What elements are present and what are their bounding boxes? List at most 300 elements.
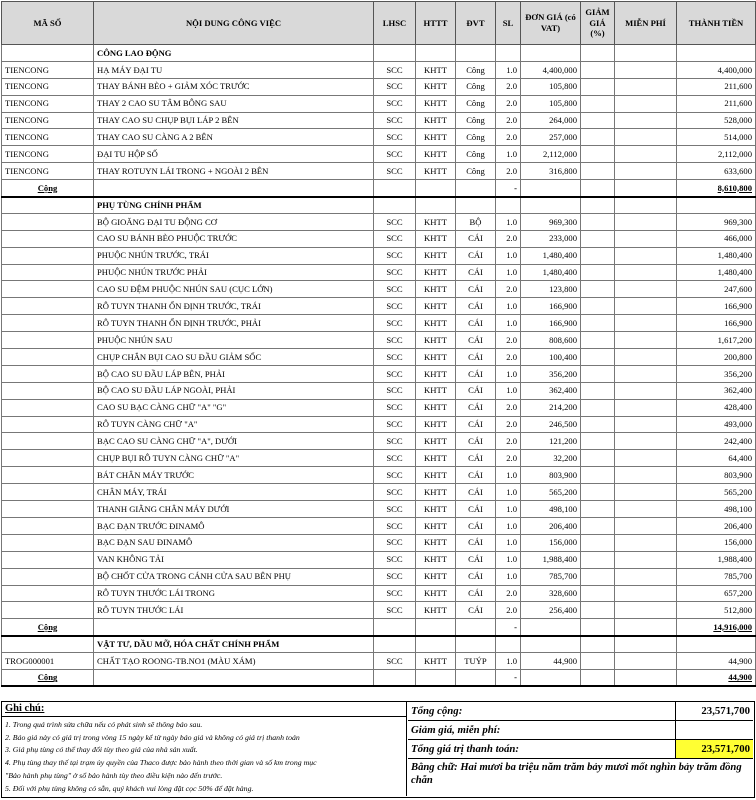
cell-httt: KHTT xyxy=(416,602,456,619)
section-empty-cell xyxy=(615,636,677,653)
cell-unit-price: 498,100 xyxy=(521,501,581,518)
cell-unit: BỘ xyxy=(456,213,496,230)
cell-httt: KHTT xyxy=(416,551,456,568)
cell-discount xyxy=(581,517,615,534)
cell-quantity: 1.0 xyxy=(496,315,521,332)
cell-unit-price: 233,000 xyxy=(521,230,581,247)
section-empty-cell xyxy=(374,197,416,214)
cell-discount xyxy=(581,264,615,281)
cell-unit-price: 166,900 xyxy=(521,315,581,332)
cell-description: RÔ TUYN THANH ỔN ĐỊNH TRƯỚC, PHẢI xyxy=(94,315,374,332)
cell-lhsc: SCC xyxy=(374,568,416,585)
cell-discount xyxy=(581,61,615,78)
cell-unit: CÁI xyxy=(456,585,496,602)
cell-amount: 785,700 xyxy=(677,568,756,585)
quotation-table xyxy=(1,1,756,687)
cell-free xyxy=(615,61,677,78)
cell-lhsc: SCC xyxy=(374,298,416,315)
cell-free xyxy=(615,264,677,281)
table-row xyxy=(2,95,756,112)
cell-code xyxy=(2,298,94,315)
table-row xyxy=(2,534,756,551)
cell-code xyxy=(2,433,94,450)
cell-httt: KHTT xyxy=(416,163,456,180)
cell-httt: KHTT xyxy=(416,281,456,298)
notes-box xyxy=(2,702,407,796)
cell-free xyxy=(615,602,677,619)
cell-amount: 514,000 xyxy=(677,129,756,146)
cell-code: TIENCONG xyxy=(2,163,94,180)
cell-lhsc: SCC xyxy=(374,551,416,568)
table-row xyxy=(2,568,756,585)
cell-quantity: 2.0 xyxy=(496,585,521,602)
cell-httt: KHTT xyxy=(416,112,456,129)
cell-unit: CÁI xyxy=(456,332,496,349)
section-empty-cell xyxy=(581,197,615,214)
subtotal-empty-cell xyxy=(416,180,456,197)
note-item: 1. Trong quá trình sửa chữa nếu có phát sinh sẽ thông báo sau. xyxy=(5,720,203,729)
cell-unit-price: 257,000 xyxy=(521,129,581,146)
cell-description: THAY CAO SU CÀNG A 2 BÊN xyxy=(94,129,374,146)
cell-free xyxy=(615,365,677,382)
section-code-cell xyxy=(2,636,94,653)
cell-free xyxy=(615,230,677,247)
cell-unit: CÁI xyxy=(456,399,496,416)
cell-quantity: 1.0 xyxy=(496,653,521,670)
section-empty-cell xyxy=(521,636,581,653)
cell-amount: 428,400 xyxy=(677,399,756,416)
cell-description: BỘ CAO SU ĐẦU LÁP NGOÀI, PHẢI xyxy=(94,382,374,399)
section-title: PHỤ TÙNG CHÍNH PHẨM xyxy=(94,197,374,214)
section-code-cell xyxy=(2,45,94,62)
cell-discount xyxy=(581,78,615,95)
table-row xyxy=(2,450,756,467)
cell-lhsc: SCC xyxy=(374,484,416,501)
cell-unit: CÁI xyxy=(456,247,496,264)
cell-description: THANH GIẰNG CHÂN MÁY DƯỚI xyxy=(94,501,374,518)
cell-code: TIENCONG xyxy=(2,95,94,112)
cell-description: BẠC CAO SU CÀNG CHỮ "A", DƯỚI xyxy=(94,433,374,450)
cell-httt: KHTT xyxy=(416,298,456,315)
table-row xyxy=(2,78,756,95)
cell-unit: CÁI xyxy=(456,467,496,484)
cell-quantity: 2.0 xyxy=(496,78,521,95)
table-row xyxy=(2,61,756,78)
cell-description: THAY CAO SU CHỤP BỤI LÁP 2 BÊN xyxy=(94,112,374,129)
table-row xyxy=(2,653,756,670)
cell-unit-price: 256,400 xyxy=(521,602,581,619)
cell-httt: KHTT xyxy=(416,146,456,163)
payable-row xyxy=(408,740,753,759)
total-value: 23,571,700 xyxy=(675,702,753,720)
cell-quantity: 2.0 xyxy=(496,450,521,467)
cell-description: CAO SU BÁNH BÈO PHUỘC TRƯỚC xyxy=(94,230,374,247)
cell-amount: 4,400,000 xyxy=(677,61,756,78)
cell-httt: KHTT xyxy=(416,332,456,349)
cell-httt: KHTT xyxy=(416,450,456,467)
cell-lhsc: SCC xyxy=(374,382,416,399)
cell-description: BÁT CHÂN MÁY TRƯỚC xyxy=(94,467,374,484)
cell-discount xyxy=(581,450,615,467)
subtotal-amount: 44,900 xyxy=(677,669,756,686)
cell-discount xyxy=(581,399,615,416)
section-empty-cell xyxy=(677,45,756,62)
cell-free xyxy=(615,146,677,163)
cell-unit-price: 4,400,000 xyxy=(521,61,581,78)
cell-quantity: 2.0 xyxy=(496,112,521,129)
cell-description: BỘ CHỐT CỬA TRONG CÁNH CỬA SAU BÊN PHỤ xyxy=(94,568,374,585)
cell-amount: 1,480,400 xyxy=(677,247,756,264)
cell-free xyxy=(615,450,677,467)
cell-free xyxy=(615,332,677,349)
cell-httt: KHTT xyxy=(416,416,456,433)
cell-quantity: 1.0 xyxy=(496,467,521,484)
subtotal-empty-cell xyxy=(456,669,496,686)
cell-quantity: 1.0 xyxy=(496,298,521,315)
cell-code: TIENCONG xyxy=(2,61,94,78)
cell-httt: KHTT xyxy=(416,264,456,281)
cell-code xyxy=(2,365,94,382)
cell-amount: 206,400 xyxy=(677,517,756,534)
table-row xyxy=(2,416,756,433)
cell-unit-price: 1,480,400 xyxy=(521,264,581,281)
cell-discount xyxy=(581,230,615,247)
cell-free xyxy=(615,399,677,416)
subtotal-empty-cell xyxy=(581,669,615,686)
cell-unit: CÁI xyxy=(456,230,496,247)
subtotal-label: Cộng xyxy=(2,669,94,686)
cell-code xyxy=(2,517,94,534)
cell-unit-price: 246,500 xyxy=(521,416,581,433)
cell-code xyxy=(2,264,94,281)
cell-unit: CÁI xyxy=(456,349,496,366)
subtotal-label: Cộng xyxy=(2,619,94,636)
note-item: 2. Báo giá này có giá trị trong vòng 15 ngày kể từ ngày báo giá và không có giá trị thanh toán xyxy=(5,732,300,742)
cell-lhsc: SCC xyxy=(374,247,416,264)
cell-amount: 200,800 xyxy=(677,349,756,366)
table-row xyxy=(2,247,756,264)
cell-lhsc: SCC xyxy=(374,399,416,416)
table-row xyxy=(2,315,756,332)
cell-code xyxy=(2,230,94,247)
section-empty-cell xyxy=(581,636,615,653)
cell-discount xyxy=(581,501,615,518)
cell-unit: CÁI xyxy=(456,315,496,332)
cell-unit-price: 1,988,400 xyxy=(521,551,581,568)
cell-unit: CÁI xyxy=(456,382,496,399)
cell-unit-price: 105,800 xyxy=(521,78,581,95)
cell-unit-price: 264,000 xyxy=(521,112,581,129)
cell-description: PHUỘC NHÚN TRƯỚC PHẢI xyxy=(94,264,374,281)
cell-unit-price: 121,200 xyxy=(521,433,581,450)
cell-free xyxy=(615,298,677,315)
cell-code xyxy=(2,467,94,484)
cell-discount xyxy=(581,534,615,551)
cell-free xyxy=(615,382,677,399)
cell-discount xyxy=(581,585,615,602)
cell-quantity: 1.0 xyxy=(496,484,521,501)
cell-description: RÔ TUYN THANH ỔN ĐỊNH TRƯỚC, TRÁI xyxy=(94,298,374,315)
cell-unit-price: 316,800 xyxy=(521,163,581,180)
subtotal-empty-cell xyxy=(615,180,677,197)
table-row xyxy=(2,365,756,382)
note-item: "Bảo hành phụ tùng" ở sổ bảo hành tùy theo điều kiện nào đến trước. xyxy=(5,770,223,780)
cell-discount xyxy=(581,112,615,129)
cell-amount: 166,900 xyxy=(677,298,756,315)
cell-description: RÔ TUYN THƯỚC LÁI xyxy=(94,602,374,619)
cell-amount: 356,200 xyxy=(677,365,756,382)
subtotal-empty-cell xyxy=(416,669,456,686)
cell-lhsc: SCC xyxy=(374,450,416,467)
col-header-quantity: SL xyxy=(496,2,521,45)
cell-amount: 1,617,200 xyxy=(677,332,756,349)
cell-amount: 44,900 xyxy=(677,653,756,670)
cell-lhsc: SCC xyxy=(374,332,416,349)
cell-discount xyxy=(581,433,615,450)
cell-discount xyxy=(581,163,615,180)
subtotal-empty-cell xyxy=(416,619,456,636)
cell-quantity: 1.0 xyxy=(496,568,521,585)
cell-discount xyxy=(581,332,615,349)
cell-description: THAY 2 CAO SU TÂM BÔNG SAU xyxy=(94,95,374,112)
cell-description: HẠ MÁY ĐẠI TU xyxy=(94,61,374,78)
cell-unit: Công xyxy=(456,61,496,78)
cell-amount: 64,400 xyxy=(677,450,756,467)
cell-free xyxy=(615,517,677,534)
cell-amount: 528,000 xyxy=(677,112,756,129)
cell-unit: Công xyxy=(456,146,496,163)
cell-lhsc: SCC xyxy=(374,213,416,230)
cell-free xyxy=(615,416,677,433)
cell-description: BẠC ĐẠN TRƯỚC ĐINAMÔ xyxy=(94,517,374,534)
cell-unit: CÁI xyxy=(456,551,496,568)
cell-quantity: 2.0 xyxy=(496,399,521,416)
cell-unit-price: 100,400 xyxy=(521,349,581,366)
cell-quantity: 1.0 xyxy=(496,551,521,568)
cell-httt: KHTT xyxy=(416,78,456,95)
subtotal-empty-cell xyxy=(94,619,374,636)
subtotal-dash: - xyxy=(496,669,521,686)
cell-quantity: 1.0 xyxy=(496,146,521,163)
col-header-discount: GIẢM GIÁ (%) xyxy=(581,2,615,45)
cell-httt: KHTT xyxy=(416,534,456,551)
cell-httt: KHTT xyxy=(416,585,456,602)
subtotal-row xyxy=(2,669,756,686)
cell-lhsc: SCC xyxy=(374,95,416,112)
table-row xyxy=(2,433,756,450)
note-item: 3. Giá phụ tùng có thể thay đổi tùy theo giá của nhà sản xuất. xyxy=(5,745,198,755)
cell-quantity: 1.0 xyxy=(496,382,521,399)
cell-lhsc: SCC xyxy=(374,501,416,518)
cell-quantity: 2.0 xyxy=(496,332,521,349)
section-empty-cell xyxy=(677,197,756,214)
cell-quantity: 1.0 xyxy=(496,534,521,551)
cell-httt: KHTT xyxy=(416,484,456,501)
cell-amount: 242,400 xyxy=(677,433,756,450)
cell-discount xyxy=(581,416,615,433)
cell-free xyxy=(615,112,677,129)
cell-amount: 803,900 xyxy=(677,467,756,484)
cell-code xyxy=(2,534,94,551)
cell-discount xyxy=(581,129,615,146)
cell-unit-price: 214,200 xyxy=(521,399,581,416)
cell-unit-price: 32,200 xyxy=(521,450,581,467)
table-row xyxy=(2,501,756,518)
cell-unit-price: 206,400 xyxy=(521,517,581,534)
cell-discount xyxy=(581,467,615,484)
cell-code xyxy=(2,568,94,585)
table-body xyxy=(2,45,756,687)
cell-free xyxy=(615,78,677,95)
cell-amount: 247,600 xyxy=(677,281,756,298)
table-row xyxy=(2,230,756,247)
totals-box xyxy=(408,702,753,796)
section-header-row xyxy=(2,636,756,653)
cell-lhsc: SCC xyxy=(374,281,416,298)
cell-lhsc: SCC xyxy=(374,129,416,146)
table-row xyxy=(2,298,756,315)
cell-discount xyxy=(581,247,615,264)
cell-code: TIENCONG xyxy=(2,129,94,146)
cell-unit: Công xyxy=(456,112,496,129)
total-row xyxy=(408,702,753,721)
cell-code: TIENCONG xyxy=(2,146,94,163)
col-header-httt: HTTT xyxy=(416,2,456,45)
cell-free xyxy=(615,247,677,264)
cell-free xyxy=(615,281,677,298)
cell-httt: KHTT xyxy=(416,315,456,332)
cell-description: VAN KHÔNG TẢI xyxy=(94,551,374,568)
discount-row xyxy=(408,721,753,740)
cell-unit: TUÝP xyxy=(456,653,496,670)
total-label: Tổng cộng: xyxy=(411,705,463,717)
cell-unit: CÁI xyxy=(456,298,496,315)
cell-discount xyxy=(581,281,615,298)
cell-free xyxy=(615,349,677,366)
subtotal-empty-cell xyxy=(615,619,677,636)
table-row xyxy=(2,332,756,349)
cell-unit: CÁI xyxy=(456,365,496,382)
subtotal-dash: - xyxy=(496,619,521,636)
cell-httt: KHTT xyxy=(416,95,456,112)
cell-httt: KHTT xyxy=(416,129,456,146)
cell-code xyxy=(2,382,94,399)
cell-code: TIENCONG xyxy=(2,112,94,129)
cell-unit-price: 356,200 xyxy=(521,365,581,382)
cell-discount xyxy=(581,551,615,568)
cell-code: TIENCONG xyxy=(2,78,94,95)
cell-free xyxy=(615,653,677,670)
note-item: 4. Phụ tùng thay thế tại trạm ủy quyền của Thaco được bảo hành theo thời gian và số km trong mục xyxy=(5,758,317,768)
cell-quantity: 1.0 xyxy=(496,61,521,78)
table-row xyxy=(2,163,756,180)
cell-unit-price: 2,112,000 xyxy=(521,146,581,163)
cell-unit: Công xyxy=(456,95,496,112)
subtotal-empty-cell xyxy=(521,180,581,197)
cell-free xyxy=(615,129,677,146)
section-title: CÔNG LAO ĐỘNG xyxy=(94,45,374,62)
subtotal-empty-cell xyxy=(94,669,374,686)
cell-lhsc: SCC xyxy=(374,416,416,433)
cell-quantity: 2.0 xyxy=(496,349,521,366)
cell-code xyxy=(2,484,94,501)
cell-code xyxy=(2,450,94,467)
cell-lhsc: SCC xyxy=(374,264,416,281)
subtotal-empty-cell xyxy=(374,180,416,197)
subtotal-empty-cell xyxy=(615,669,677,686)
cell-unit: CÁI xyxy=(456,568,496,585)
cell-httt: KHTT xyxy=(416,365,456,382)
cell-discount xyxy=(581,349,615,366)
amount-in-words: Bằng chữ: Hai mươi ba triệu năm trăm bảy mươi mốt nghìn bảy trăm đồng chẵn xyxy=(411,762,742,786)
section-empty-cell xyxy=(521,45,581,62)
cell-lhsc: SCC xyxy=(374,517,416,534)
cell-lhsc: SCC xyxy=(374,349,416,366)
table-row xyxy=(2,281,756,298)
cell-free xyxy=(615,484,677,501)
section-title: VẬT TƯ, DẦU MỠ, HÓA CHẤT CHÍNH PHẨM xyxy=(94,636,374,653)
table-row xyxy=(2,585,756,602)
cell-free xyxy=(615,467,677,484)
cell-description: RÔ TUYN CÀNG CHỮ "A" xyxy=(94,416,374,433)
cell-unit: CÁI xyxy=(456,416,496,433)
cell-httt: KHTT xyxy=(416,213,456,230)
cell-lhsc: SCC xyxy=(374,315,416,332)
section-empty-cell xyxy=(615,197,677,214)
table-header-row xyxy=(2,2,756,45)
cell-unit: CÁI xyxy=(456,264,496,281)
table-row xyxy=(2,551,756,568)
cell-discount xyxy=(581,568,615,585)
cell-free xyxy=(615,163,677,180)
subtotal-label: Cộng xyxy=(2,180,94,197)
cell-description: THAY ROTUYN LÁI TRONG + NGOÀI 2 BÊN xyxy=(94,163,374,180)
cell-quantity: 1.0 xyxy=(496,247,521,264)
cell-description: PHUỘC NHÚN TRƯỚC, TRÁI xyxy=(94,247,374,264)
cell-free xyxy=(615,501,677,518)
subtotal-empty-cell xyxy=(581,619,615,636)
cell-httt: KHTT xyxy=(416,61,456,78)
col-header-unit: ĐVT xyxy=(456,2,496,45)
cell-unit-price: 1,480,400 xyxy=(521,247,581,264)
section-empty-cell xyxy=(581,45,615,62)
cell-amount: 565,200 xyxy=(677,484,756,501)
col-header-free: MIỄN PHÍ xyxy=(615,2,677,45)
cell-quantity: 2.0 xyxy=(496,230,521,247)
section-empty-cell xyxy=(416,45,456,62)
cell-description: CAO SU ĐỆM PHUỘC NHÚN SAU (CỤC LỚN) xyxy=(94,281,374,298)
cell-free xyxy=(615,315,677,332)
cell-httt: KHTT xyxy=(416,653,456,670)
cell-lhsc: SCC xyxy=(374,365,416,382)
cell-httt: KHTT xyxy=(416,517,456,534)
cell-unit-price: 969,300 xyxy=(521,213,581,230)
cell-description: BỘ CAO SU ĐẦU LÁP BÊN, PHẢI xyxy=(94,365,374,382)
subtotal-empty-cell xyxy=(456,619,496,636)
cell-unit: Công xyxy=(456,129,496,146)
cell-discount xyxy=(581,653,615,670)
subtotal-amount: 14,916,000 xyxy=(677,619,756,636)
cell-description: RÔ TUYN THƯỚC LÁI TRONG xyxy=(94,585,374,602)
cell-code xyxy=(2,213,94,230)
note-item: 5. Đối với phụ tùng không có sẵn, quý khách vui lòng đặt cọc 50% để đặt hàng. xyxy=(5,783,254,793)
subtotal-empty-cell xyxy=(94,180,374,197)
cell-httt: KHTT xyxy=(416,382,456,399)
cell-quantity: 1.0 xyxy=(496,517,521,534)
section-header-row xyxy=(2,197,756,214)
cell-code xyxy=(2,349,94,366)
cell-unit: Công xyxy=(456,78,496,95)
